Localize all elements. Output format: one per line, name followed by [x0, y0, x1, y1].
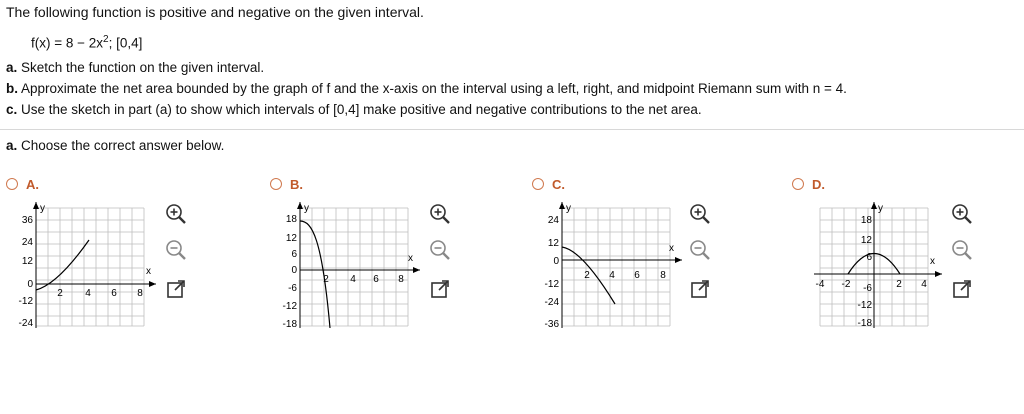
- x-tick: 6: [111, 288, 117, 299]
- grid: [36, 208, 144, 326]
- zoom-in-icon[interactable]: [950, 202, 974, 226]
- y-tick: 12: [21, 256, 33, 267]
- x-tick: 2: [323, 274, 329, 285]
- x-tick: 4: [609, 270, 615, 281]
- section-divider: [0, 129, 1024, 130]
- grid: [300, 208, 408, 326]
- part-c-text: Use the sketch in part (a) to show which intervals of [0,4] make positive and negative contributions to the net area.: [21, 102, 702, 117]
- y-tick: 12: [860, 235, 872, 246]
- x-tick: -2: [841, 279, 851, 290]
- y-tick: -12: [544, 279, 559, 290]
- part-b-label: b.: [6, 81, 18, 96]
- x-tick: 4: [350, 274, 356, 285]
- choice-c-radio[interactable]: [532, 178, 544, 190]
- part-a-text: Sketch the function on the given interval.: [21, 60, 265, 75]
- x-tick: 8: [660, 270, 666, 281]
- zoom-out-icon[interactable]: [950, 238, 974, 262]
- y-axis-label: y: [40, 203, 45, 214]
- x-tick: 6: [373, 274, 379, 285]
- x-tick: 6: [634, 270, 640, 281]
- choice-a: [6, 176, 246, 336]
- y-tick: -18: [282, 319, 297, 330]
- choice-a-radio[interactable]: [6, 178, 18, 190]
- answer-prompt-text: Choose the correct answer below.: [21, 138, 225, 153]
- x-axis-label: x: [408, 253, 413, 264]
- part-a: [6, 60, 264, 75]
- x-axis-label: x: [669, 243, 674, 254]
- y-tick: 6: [866, 252, 872, 263]
- y-tick: -18: [857, 318, 872, 329]
- y-tick: -6: [288, 283, 297, 294]
- choice-c-graph: [532, 198, 692, 333]
- y-tick: -6: [863, 283, 872, 294]
- choice-d-radio[interactable]: [792, 178, 804, 190]
- y-tick: -24: [544, 297, 559, 308]
- x-tick: 2: [896, 279, 902, 290]
- y-axis-label: y: [304, 203, 309, 214]
- choice-b: [270, 176, 510, 336]
- part-b-text: Approximate the net area bounded by the graph of f and the x-axis on the interval using a left, right, and midpoint Riemann sum with n = 4.: [21, 81, 847, 96]
- choice-b-graph: [270, 198, 430, 333]
- function-expression: [31, 34, 142, 51]
- y-tick: -12: [18, 296, 33, 307]
- y-axis-arrow: [33, 202, 39, 209]
- x-axis-arrow: [935, 271, 942, 277]
- x-tick: 4: [921, 279, 927, 290]
- y-tick: 24: [547, 215, 559, 226]
- function-curve: [36, 240, 89, 290]
- x-axis-label: x: [930, 256, 935, 267]
- part-b: [6, 81, 847, 96]
- zoom-in-icon[interactable]: [428, 202, 452, 226]
- choice-a-letter: A.: [26, 177, 39, 192]
- x-tick: 8: [137, 288, 143, 299]
- y-axis-label: y: [566, 203, 571, 214]
- y-tick: 18: [285, 214, 297, 225]
- zoom-out-icon[interactable]: [428, 238, 452, 262]
- y-axis-arrow: [297, 202, 303, 209]
- x-tick: 4: [85, 288, 91, 299]
- function-text: f(x) = 8 − 2x: [31, 35, 104, 51]
- choice-c-letter: C.: [552, 177, 565, 192]
- zoom-out-icon[interactable]: [164, 238, 188, 262]
- y-tick: 12: [285, 233, 297, 244]
- y-tick: 24: [21, 237, 33, 248]
- y-axis-arrow: [871, 202, 877, 209]
- x-tick: -4: [815, 279, 825, 290]
- y-axis-label: y: [878, 203, 883, 214]
- zoom-in-icon[interactable]: [164, 202, 188, 226]
- x-tick: 2: [57, 288, 63, 299]
- zoom-out-icon[interactable]: [688, 238, 712, 262]
- popout-icon[interactable]: [950, 277, 974, 301]
- x-axis-arrow: [675, 257, 682, 263]
- x-tick: 8: [398, 274, 404, 285]
- y-tick: -12: [857, 300, 872, 311]
- answer-prompt-label: a.: [6, 138, 18, 153]
- popout-icon[interactable]: [428, 277, 452, 301]
- y-axis-arrow: [559, 202, 565, 209]
- y-tick: -24: [18, 318, 33, 329]
- zoom-in-icon[interactable]: [688, 202, 712, 226]
- y-tick: 6: [291, 249, 297, 260]
- question-intro: The following function is positive and negative on the given interval.: [6, 4, 424, 20]
- x-axis-arrow: [413, 267, 420, 273]
- part-a-label: a.: [6, 60, 18, 75]
- choice-b-radio[interactable]: [270, 178, 282, 190]
- x-tick: 2: [584, 270, 590, 281]
- popout-icon[interactable]: [164, 277, 188, 301]
- part-c-label: c.: [6, 102, 18, 117]
- part-c: [6, 102, 702, 117]
- answer-prompt: [6, 138, 224, 153]
- function-exponent: 2: [103, 34, 109, 45]
- x-axis-arrow: [149, 281, 156, 287]
- choice-a-graph: [6, 198, 166, 333]
- x-axis-label: x: [146, 266, 151, 277]
- y-tick: 0: [553, 256, 559, 267]
- y-tick: 0: [27, 279, 33, 290]
- y-tick: 36: [21, 215, 33, 226]
- y-tick: -36: [544, 319, 559, 330]
- y-tick: 0: [291, 265, 297, 276]
- y-tick: -12: [282, 301, 297, 312]
- choice-d-letter: D.: [812, 177, 825, 192]
- choice-c: [532, 176, 772, 336]
- choice-b-letter: B.: [290, 177, 303, 192]
- choice-d-graph: [792, 198, 952, 333]
- popout-icon[interactable]: [688, 277, 712, 301]
- choice-d: [792, 176, 1024, 336]
- y-tick: 12: [547, 238, 559, 249]
- y-tick: 18: [860, 215, 872, 226]
- function-interval: ; [0,4]: [108, 35, 143, 51]
- grid: [562, 208, 670, 326]
